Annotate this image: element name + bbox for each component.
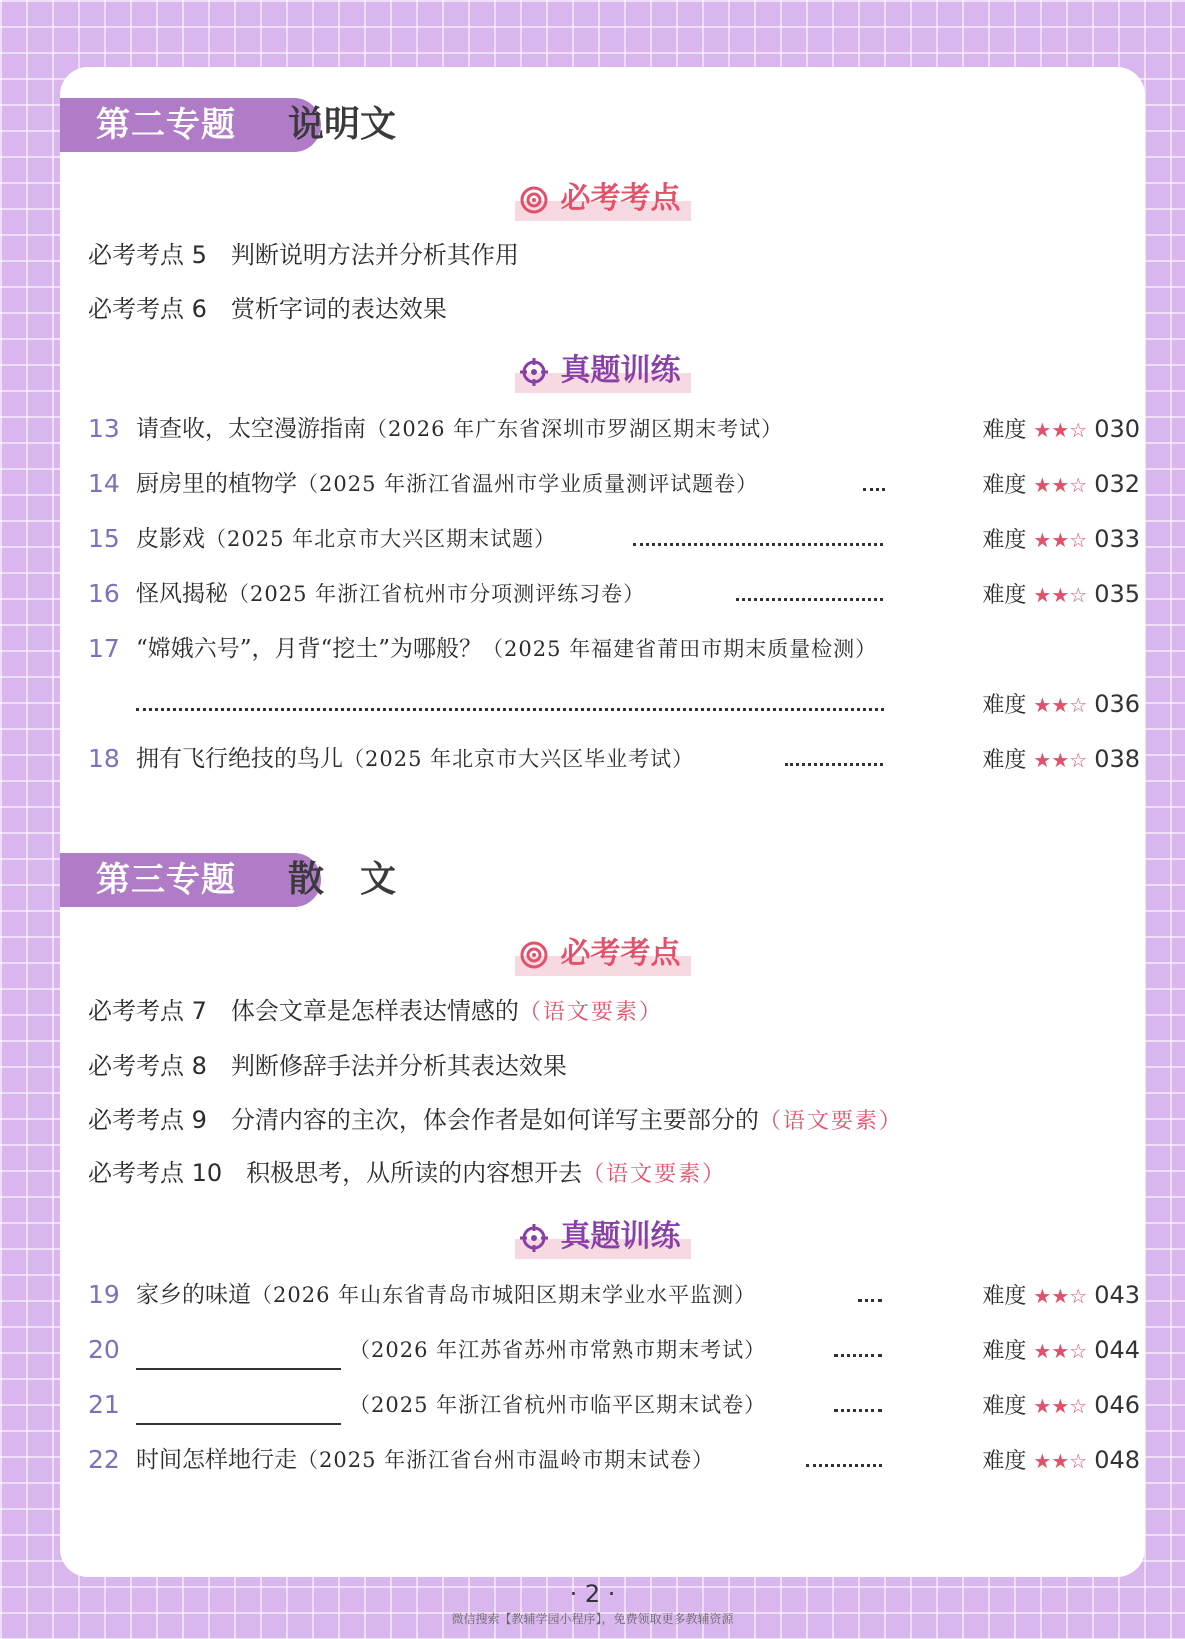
difficulty-label: 难度 (982, 1284, 1027, 1309)
key-point-text: 赏析字词的表达效果 (230, 295, 447, 323)
difficulty-stars: ★★☆ (1033, 1339, 1088, 1363)
page-ref: 032 (1094, 470, 1140, 498)
key-point (88, 291, 447, 327)
item-source: （2025 年浙江省杭州市临平区期末试卷） (349, 1393, 767, 1417)
item-source: （2026 年广东省深圳市罗湖区期末考试） (366, 417, 784, 441)
item-source: （2026 年山东省青岛市城阳区期末学业水平监测） (251, 1283, 757, 1307)
list-item (88, 1275, 1140, 1315)
difficulty-stars: ★★☆ (1033, 473, 1088, 497)
page-ref: 046 (1094, 1391, 1140, 1419)
dot-leader (863, 488, 885, 491)
item-number: 19 (88, 1280, 120, 1309)
dot-leader (736, 598, 883, 601)
section3-kp-header (60, 932, 1145, 976)
page-number: · 2 · (569, 1580, 616, 1608)
item-number: 22 (88, 1445, 120, 1474)
list-item (88, 409, 1140, 449)
item-title-line (136, 1440, 714, 1480)
key-point-text: 判断修辞手法并分析其表达效果 (230, 1052, 567, 1080)
section3-train-header-text: 真题训练 (560, 1219, 681, 1254)
section2-kp-header-text: 必考考点 (560, 181, 681, 216)
dot-leader (633, 543, 883, 546)
section3-train-header (60, 1215, 1145, 1259)
item-title-line (136, 629, 877, 669)
page-ref: 043 (1094, 1281, 1140, 1309)
title-blank (136, 1342, 341, 1370)
difficulty-label: 难度 (982, 1449, 1027, 1474)
item-source: （2026 年江苏省苏州市常熟市期末考试） (349, 1338, 767, 1362)
item-number: 13 (88, 414, 120, 443)
item-number: 14 (88, 469, 120, 498)
item-meta (982, 1330, 1140, 1372)
item-title: 时间怎样地行走 (136, 1447, 297, 1473)
item-meta (982, 1385, 1140, 1427)
item-title-line (136, 519, 556, 559)
item-title: 怪风揭秘 (136, 581, 228, 607)
list-item (88, 464, 1140, 504)
key-point-tag: （语文要素） (758, 1109, 903, 1134)
dot-leader (834, 1409, 882, 1412)
item-title-line (136, 739, 694, 779)
list-item (88, 629, 1140, 669)
item-title: 家乡的味道 (136, 1282, 251, 1308)
key-point-tag: （语文要素） (582, 1162, 727, 1187)
footer-note: 微信搜索【教辅学园小程序】，免费领取更多教辅资源 (451, 1612, 734, 1626)
difficulty-label: 难度 (982, 1394, 1027, 1419)
item-meta (982, 684, 1140, 726)
key-point-label: 必考考点 8 (88, 1052, 207, 1080)
difficulty-stars: ★★☆ (1033, 418, 1088, 442)
section2-train-header (60, 349, 1145, 393)
page-ref: 030 (1094, 415, 1140, 443)
key-point (88, 1155, 726, 1191)
difficulty-stars: ★★☆ (1033, 528, 1088, 552)
list-item (88, 739, 1140, 779)
item-number: 20 (88, 1335, 120, 1364)
dot-leader (858, 1299, 882, 1302)
key-point (88, 1048, 567, 1084)
page-ref: 036 (1094, 690, 1140, 718)
item-source: （2025 年北京市大兴区期末试题） (205, 527, 557, 551)
list-item (88, 1385, 1140, 1425)
difficulty-stars: ★★☆ (1033, 748, 1088, 772)
key-point (88, 993, 663, 1029)
item-title: 厨房里的植物学 (136, 471, 297, 497)
key-point-label: 必考考点 5 (88, 241, 207, 269)
key-point (88, 1102, 903, 1138)
key-point-text: 分清内容的主次，体会作者是如何详写主要部分的 (230, 1106, 759, 1134)
page-ref: 038 (1094, 745, 1140, 773)
difficulty-label: 难度 (982, 748, 1027, 773)
difficulty-stars: ★★☆ (1033, 1284, 1088, 1308)
item-meta (982, 574, 1140, 616)
item-source: （2025 年福建省莆田市期末质量检测） (482, 637, 878, 661)
list-item (88, 519, 1140, 559)
title-blank (136, 1397, 341, 1425)
crosshair-icon (519, 1223, 549, 1253)
list-item-continuation (88, 684, 1140, 724)
list-item (88, 1330, 1140, 1370)
item-meta (982, 519, 1140, 561)
difficulty-label: 难度 (982, 418, 1027, 443)
key-point-label: 必考考点 6 (88, 295, 207, 323)
difficulty-stars: ★★☆ (1033, 1449, 1088, 1473)
item-number: 15 (88, 524, 120, 553)
item-title-line (136, 574, 645, 614)
section2-title: 说明文 (288, 104, 397, 145)
item-source: （2025 年浙江省台州市温岭市期末试卷） (297, 1448, 715, 1472)
item-number: 16 (88, 579, 120, 608)
key-point-label: 必考考点 10 (88, 1159, 223, 1187)
content-card (60, 67, 1145, 1577)
item-title-line (136, 409, 783, 449)
section3-title: 散 文 (288, 859, 397, 900)
item-meta (982, 409, 1140, 451)
page-ref: 035 (1094, 580, 1140, 608)
difficulty-label: 难度 (982, 473, 1027, 498)
page-ref: 033 (1094, 525, 1140, 553)
key-point-text: 积极思考，从所读的内容想开去 (246, 1159, 583, 1187)
difficulty-label: 难度 (982, 528, 1027, 553)
item-title: 皮影戏 (136, 526, 205, 552)
item-meta (982, 739, 1140, 781)
section2-kp-header (60, 177, 1145, 221)
item-source: （2025 年浙江省温州市学业质量测评试题卷） (297, 472, 759, 496)
section2-train-header-text: 真题训练 (560, 353, 681, 388)
key-point-text: 判断说明方法并分析其作用 (230, 241, 519, 269)
item-number: 21 (88, 1390, 120, 1419)
item-title-line (136, 1330, 766, 1370)
key-point-tag: （语文要素） (518, 1000, 663, 1025)
dot-leader (806, 1464, 882, 1467)
key-point (88, 237, 519, 273)
dot-leader (136, 708, 884, 711)
dot-leader (834, 1354, 882, 1357)
target-icon (519, 185, 549, 215)
section3-kp-header-text: 必考考点 (560, 936, 681, 971)
page-ref: 048 (1094, 1446, 1140, 1474)
difficulty-stars: ★★☆ (1033, 1394, 1088, 1418)
item-meta (982, 1440, 1140, 1482)
item-number: 17 (88, 634, 120, 663)
target-icon (519, 940, 549, 970)
item-title-line (136, 1385, 766, 1425)
item-number: 18 (88, 744, 120, 773)
page-ref: 044 (1094, 1336, 1140, 1364)
item-meta (982, 1275, 1140, 1317)
key-point-label: 必考考点 9 (88, 1106, 207, 1134)
item-meta (982, 464, 1140, 506)
dot-leader (785, 763, 883, 766)
key-point-label: 必考考点 7 (88, 997, 207, 1025)
item-title-line (136, 1275, 756, 1315)
difficulty-stars: ★★☆ (1033, 693, 1088, 717)
item-title: 请查收，太空漫游指南 (136, 416, 366, 442)
item-title: “嫦娥六号”，月背“挖土”为哪般？ (136, 636, 483, 662)
key-point-text: 体会文章是怎样表达情感的 (230, 997, 519, 1025)
section2-banner: 第二专题 (60, 98, 321, 152)
crosshair-icon (519, 357, 549, 387)
difficulty-label: 难度 (982, 1339, 1027, 1364)
item-title-line (136, 464, 758, 504)
list-item (88, 1440, 1140, 1480)
item-title: 拥有飞行绝技的鸟儿 (136, 746, 343, 772)
difficulty-label: 难度 (982, 583, 1027, 608)
section3-banner: 第三专题 (60, 853, 321, 907)
difficulty-label: 难度 (982, 693, 1027, 718)
list-item (88, 574, 1140, 614)
item-source: （2025 年浙江省杭州市分项测评练习卷） (228, 582, 646, 606)
item-source: （2025 年北京市大兴区毕业考试） (343, 747, 695, 771)
difficulty-stars: ★★☆ (1033, 583, 1088, 607)
